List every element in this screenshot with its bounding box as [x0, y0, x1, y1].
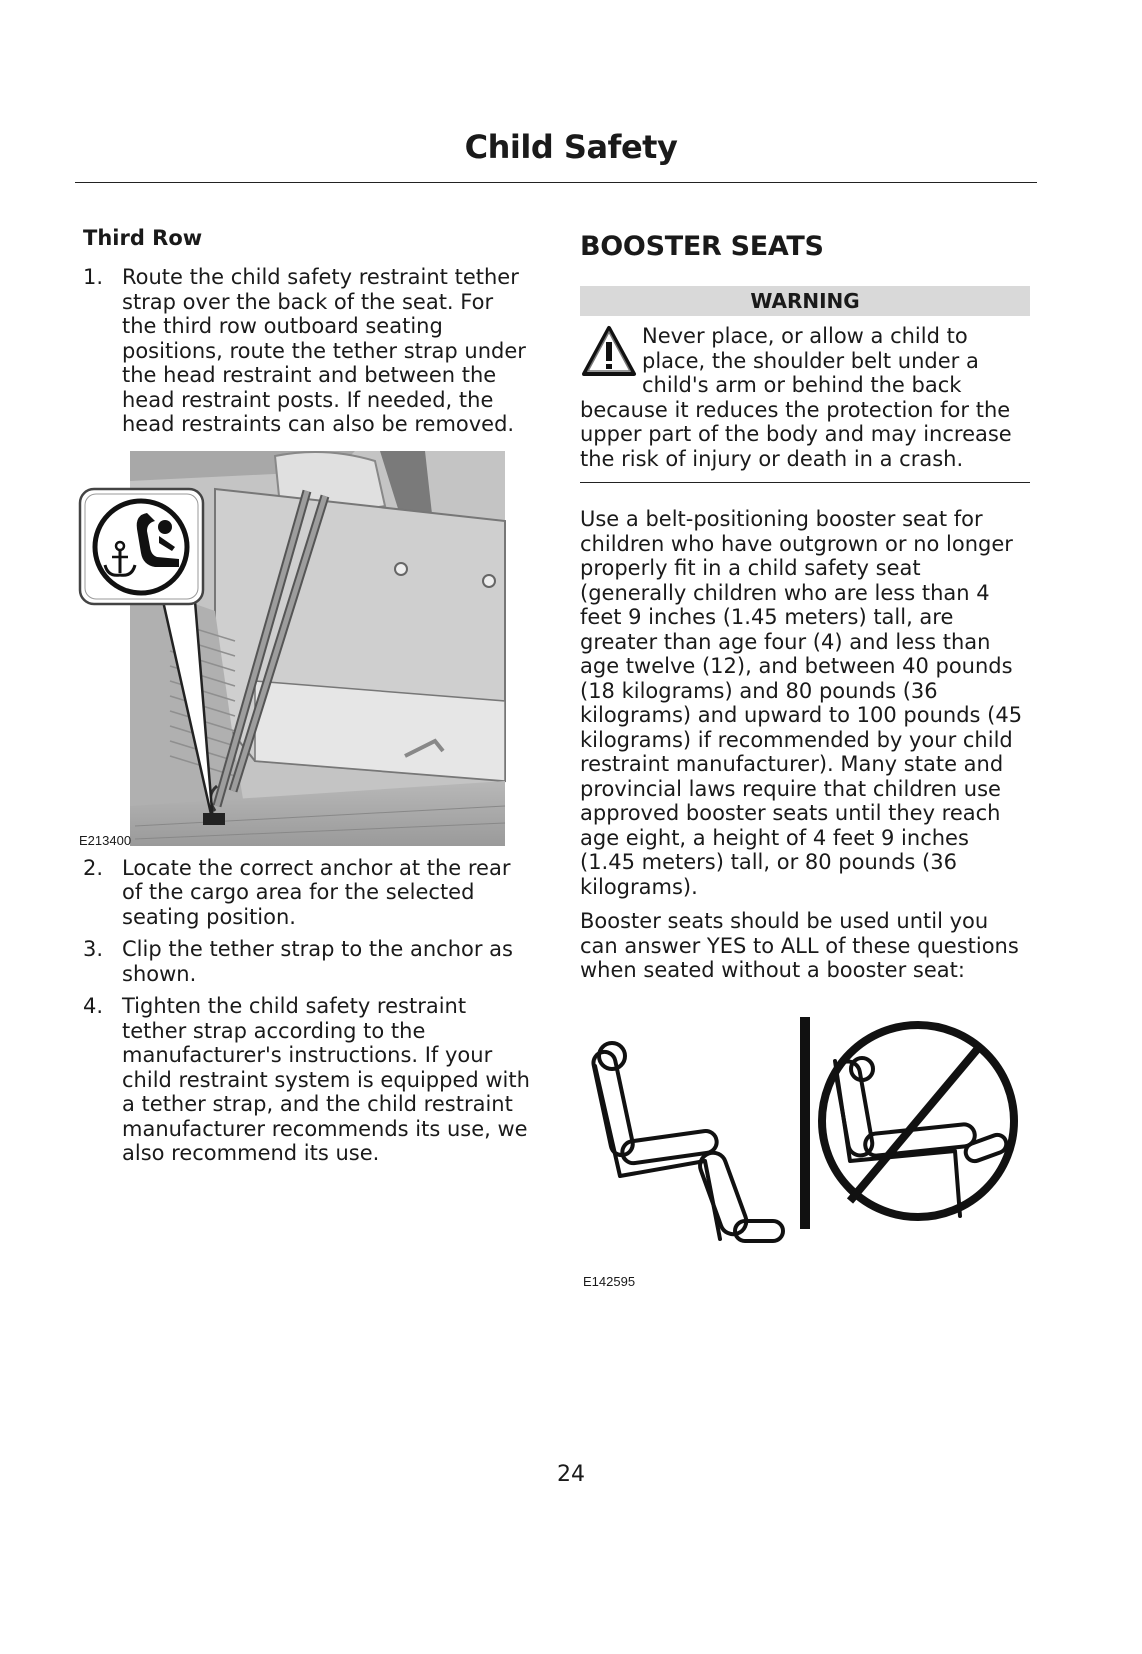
warning-rule: [580, 482, 1030, 483]
title-rule: [75, 182, 1037, 183]
warning-label: WARNING: [580, 286, 1030, 316]
step-2: [83, 856, 533, 930]
steps-after-figure: [83, 856, 533, 1166]
figure-code: E213400: [79, 832, 132, 848]
step-number: 3.: [83, 937, 104, 961]
cargo-area-illustration: [75, 451, 525, 851]
tether-figure: [75, 451, 533, 851]
paragraph-booster-questions: Booster seats should be used until you can answer YES to ALL of these questions when seated without a booster seat:: [580, 909, 1019, 982]
right-column: [580, 226, 1030, 1301]
step-number: 2.: [83, 855, 104, 880]
step-text: Clip the tether strap to the anchor as shown.: [122, 937, 513, 986]
warning-triangle-icon: [580, 324, 638, 380]
prohibition-icon: [822, 1025, 1014, 1217]
seat-posture-illustration: [580, 1011, 1030, 1271]
step-text: Route the child safety restraint tether strap over the back of the seat. For the third row outboard seating positions, route the tether strap under the head restraint and between the head restraint posts. If needed, the head restraints can also be removed.: [122, 265, 526, 436]
booster-figure: [580, 1011, 1030, 1301]
paragraph-booster-use: Use a belt-positioning booster seat for children who have outgrown or no longer properly fit in a child safety seat (generally children who are less than 4 feet 9 inches (1.45 meters) tall, are greater than age four (4) and less than age twelve (12), and between 40 pounds (18 kilograms) and 80 pounds (36 kilograms) and upward to 100 pounds (45 kilograms) if recommended by your child restraint manufacturer). Many state and provincial laws require that children use approved booster seats until they reach age eight, a height of 4 feet 9 inches (1.45 meters) tall, or 80 pounds (36 kilograms).: [580, 507, 1023, 899]
step-1: [83, 265, 533, 437]
left-column: [79, 226, 533, 1166]
step-number: 4.: [83, 994, 104, 1018]
step-3: [83, 937, 533, 986]
child-seat-tether-anchor-icon: [95, 501, 187, 593]
page-number: 24: [557, 1462, 585, 1487]
subheading-third-row: Third Row: [83, 226, 203, 250]
step-number: 1.: [83, 265, 104, 289]
step-text: Locate the correct anchor at the rear of the cargo area for the selected seating position.: [122, 855, 511, 929]
figure-divider: [800, 1017, 810, 1229]
warning-body: [580, 324, 1030, 471]
section-title-booster-seats: BOOSTER SEATS: [580, 231, 824, 262]
page-title: Child Safety: [464, 128, 678, 166]
warning-text: Never place, or allow a child to place, the shoulder belt under a child's arm or behind the back because it reduces the protection for the upper part of the body and may increase the risk of injury or death in a crash.: [580, 324, 1012, 471]
figure-code: E142595: [583, 1273, 636, 1289]
step-4: [83, 994, 533, 1166]
correct-posture-figure: [591, 1043, 783, 1241]
step-text: Tighten the child safety restraint tether strap according to the manufacturer's instructions. If your child restraint system is equipped with a tether strap, and the child restraint manufacturer recommends its use, we also recommend its use.: [122, 994, 530, 1165]
